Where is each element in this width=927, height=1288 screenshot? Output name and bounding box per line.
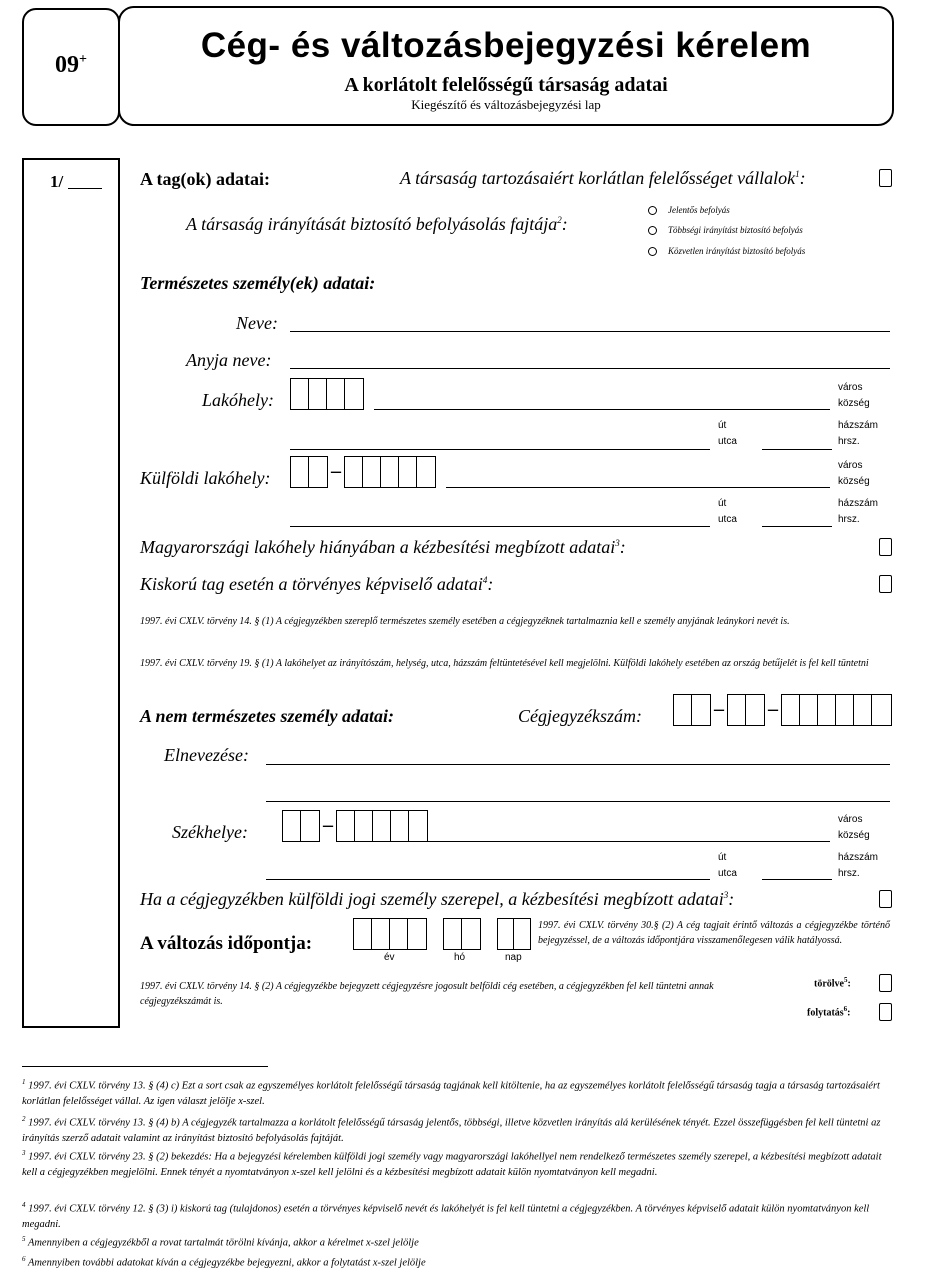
house-number-label: házszám <box>838 852 879 863</box>
village-label: község <box>838 830 870 841</box>
name-label: Neve: <box>236 313 278 333</box>
footnote: $^2$ 1997. évi CXLV. törvény 13. § (4) b) A cégjegyzék tartalmazza a korlátolt felelősségű társaság jelentős, többségi, illetve közvetlen irányítás alá kerülésének tényét. Ezzel összefüggésben fel kell tüntetni az irányítás szerző adatait valamint az irányítást biztosító befolyásolás fajtáját. <box>22 1115 881 1144</box>
city-label: város <box>838 460 863 471</box>
road-label: út <box>718 420 727 431</box>
seat-country-boxes[interactable] <box>282 810 320 842</box>
city-label: város <box>838 814 863 825</box>
foreign-legal-agent-checkbox[interactable] <box>879 890 892 908</box>
mother-name-field[interactable] <box>290 368 890 369</box>
page-subsubtitle: Kiegészítő és változásbejegyzési lap <box>411 97 601 112</box>
change-date-label: A változás időpontja: <box>140 933 313 954</box>
seat-city-field[interactable] <box>426 841 830 842</box>
legal-note: 1997. évi CXLV. törvény 19. § (1) A lakóhelyet az irányítószám, helység, utca, házszám feltüntetésével kell megjelölni. Külföldi lakóhely esetében az ország betűjelét is fel kell tüntetni <box>140 658 869 669</box>
page-subtitle: A korlátolt felelősségű társaság adatai <box>344 74 668 96</box>
influence-option-label: Többségi irányítást biztosító befolyás <box>668 225 803 235</box>
foreign-legal-agent-label: Ha a cégjegyzékben külföldi jogi személy szerepel, a kézbesítési megbízott adatai$^3$: <box>140 889 735 909</box>
deleted-label: törölve$^5$: <box>814 976 851 990</box>
village-label: község <box>838 476 870 487</box>
dash-separator: – <box>714 698 724 720</box>
unlimited-liability-checkbox[interactable] <box>879 169 892 187</box>
reg-number-court-boxes[interactable] <box>673 694 711 726</box>
city-label: város <box>838 382 863 393</box>
designation-field-2[interactable] <box>266 801 890 802</box>
name-field[interactable] <box>290 331 890 332</box>
influence-option-label: Közvetlen irányítást biztosító befolyás <box>668 246 806 256</box>
foreign-street-field[interactable] <box>290 526 710 527</box>
footnote: $^5$ Amennyiben a cégjegyzékből a rovat tartalmát törölni kívánja, akkor a kérelmet x-szel jelölje <box>22 1235 419 1249</box>
footnote: $^4$ 1997. évi CXLV. törvény 12. § (3) i) kiskorú tag (tulajdonos) esetén a törvényes képviselő nevét és lakóhelyét is fel kell tüntetni a cégjegyzékben. A törvényes képviselő adatait külön nyomtatványon kell megadni. <box>22 1201 870 1230</box>
foreign-city-field[interactable] <box>446 487 830 488</box>
lot-number-label: hrsz. <box>838 514 860 525</box>
lot-number-label: hrsz. <box>838 436 860 447</box>
influence-radio-direct[interactable] <box>648 247 657 256</box>
day-caption: nap <box>505 952 522 963</box>
footnote: $^3$ 1997. évi CXLV. törvény 23. § (2) bekezdés: Ha a bejegyzési kérelemben külföldi jogi személy vagy magyarországi lakóhellyel nem rendelkező természetes személy szerepel, a kézbesítési megbízott adatait kell a cégjegyzékben megjelölni. Ennek tényét a nyomtatványon x-szel kell jelölni és a kézbesítési megbízott adatait külön nyomtatványon kell megadni. <box>22 1149 882 1178</box>
continue-checkbox[interactable] <box>879 1003 892 1021</box>
road-label: út <box>718 498 727 509</box>
house-number-label: házszám <box>838 498 879 509</box>
influence-option-label: Jelentős befolyás <box>668 205 730 215</box>
foreign-residence-label: Külföldi lakóhely: <box>140 468 271 488</box>
non-natural-person-title: A nem természetes személy adatai: <box>140 706 394 726</box>
street-label: utca <box>718 514 737 525</box>
month-caption: hó <box>454 952 466 963</box>
legal-note: 1997. évi CXLV. törvény 14. § (2) A cégjegyzékbe bejegyzett cégjegyzésre jogosult belföldi cég esetében, a cégjegyzékben fel kell tüntetni annak cégjegyzékszámát is. <box>140 981 714 1007</box>
mother-name-label: Anyja neve: <box>186 350 272 370</box>
postal-code-boxes[interactable] <box>290 378 364 410</box>
foreign-house-number-field[interactable] <box>762 526 832 527</box>
influence-radio-majority[interactable] <box>648 226 657 235</box>
house-number-field[interactable] <box>762 449 832 450</box>
legal-note: 1997. évi CXLV. törvény 14. § (1) A cégjegyzékben szereplő természetes személy esetében a cégjegyzéknek tartalmaznia kell e személy anyjának leánykori nevét is. <box>140 616 790 627</box>
seat-postal-boxes[interactable] <box>336 810 428 842</box>
form-code: 09+ <box>55 52 87 78</box>
natural-person-title: Természetes személy(ek) adatai: <box>140 273 376 293</box>
dash-separator: – <box>323 814 333 836</box>
reg-number-serial-boxes[interactable] <box>781 694 892 726</box>
footnote: $^1$ 1997. évi CXLV. törvény 13. § (4) c) Ezt a sort csak az egyszemélyes korlátolt felelősségű társaság tagjának kell kitöltenie, ha az egyszemélyes korlátolt felelősségű társaság tagja a társaság tartozásaiért korlátlan felelősséget vállal. Az igen választ jelölje x-szel. <box>22 1078 880 1107</box>
registration-number-label: Cégjegyzékszám: <box>518 706 642 726</box>
delivery-agent-checkbox[interactable] <box>879 538 892 556</box>
seat-label: Székhelye: <box>172 822 248 842</box>
designation-label: Elnevezése: <box>164 745 249 765</box>
road-label: út <box>718 852 727 863</box>
dash-separator: – <box>331 460 341 482</box>
seat-house-number-field[interactable] <box>762 879 832 880</box>
footnote-divider <box>22 1066 268 1067</box>
year-boxes[interactable] <box>353 918 427 950</box>
residence-label: Lakóhely: <box>202 390 274 410</box>
dash-separator: – <box>768 698 778 720</box>
street-label: utca <box>718 436 737 447</box>
country-code-boxes[interactable] <box>290 456 328 488</box>
seat-street-field[interactable] <box>266 879 710 880</box>
foreign-postal-boxes[interactable] <box>344 456 436 488</box>
lot-number-label: hrsz. <box>838 868 860 879</box>
section-number: 1/ <box>50 172 64 191</box>
footnote: $^6$ Amennyiben további adatokat kíván a cégjegyzékbe bejegyezni, akkor a folytatást x-szel jelölje <box>22 1255 426 1269</box>
continue-label: folytatás$^6$: <box>807 1005 851 1019</box>
month-boxes[interactable] <box>443 918 481 950</box>
influence-label: A társaság irányítását biztosító befolyásolás fajtája$^2$: <box>186 214 568 234</box>
village-label: község <box>838 398 870 409</box>
street-label: utca <box>718 868 737 879</box>
designation-field[interactable] <box>266 764 890 765</box>
day-boxes[interactable] <box>497 918 531 950</box>
legal-representative-checkbox[interactable] <box>879 575 892 593</box>
page-title: Cég- és változásbejegyzési kérelem <box>200 26 812 65</box>
delivery-agent-label: Magyarországi lakóhely hiányában a kézbesítési megbízott adatai$^3$: <box>140 537 626 557</box>
house-number-label: házszám <box>838 420 879 431</box>
city-field[interactable] <box>374 409 830 410</box>
unlimited-liability-label: A társaság tartozásaiért korlátlan felelősséget vállalok$^1$: <box>400 168 806 188</box>
section-number-line[interactable] <box>68 188 102 189</box>
year-caption: év <box>384 952 395 963</box>
section-number-column <box>22 158 120 1028</box>
members-title: A tag(ok) adatai: <box>140 169 270 189</box>
street-field[interactable] <box>290 449 710 450</box>
reg-number-type-boxes[interactable] <box>727 694 765 726</box>
legal-representative-label: Kiskorú tag esetén a törvényes képviselő adatai$^4$: <box>140 574 494 594</box>
change-note: 1997. évi CXLV. törvény 30.§ (2) A cég tagjait érintő változás a cégjegyzékbe történő bejegyzéssel, de a változás időpontjára visszamenőlegesen válik hatályossá. <box>538 920 890 946</box>
influence-radio-significant[interactable] <box>648 206 657 215</box>
deleted-checkbox[interactable] <box>879 974 892 992</box>
